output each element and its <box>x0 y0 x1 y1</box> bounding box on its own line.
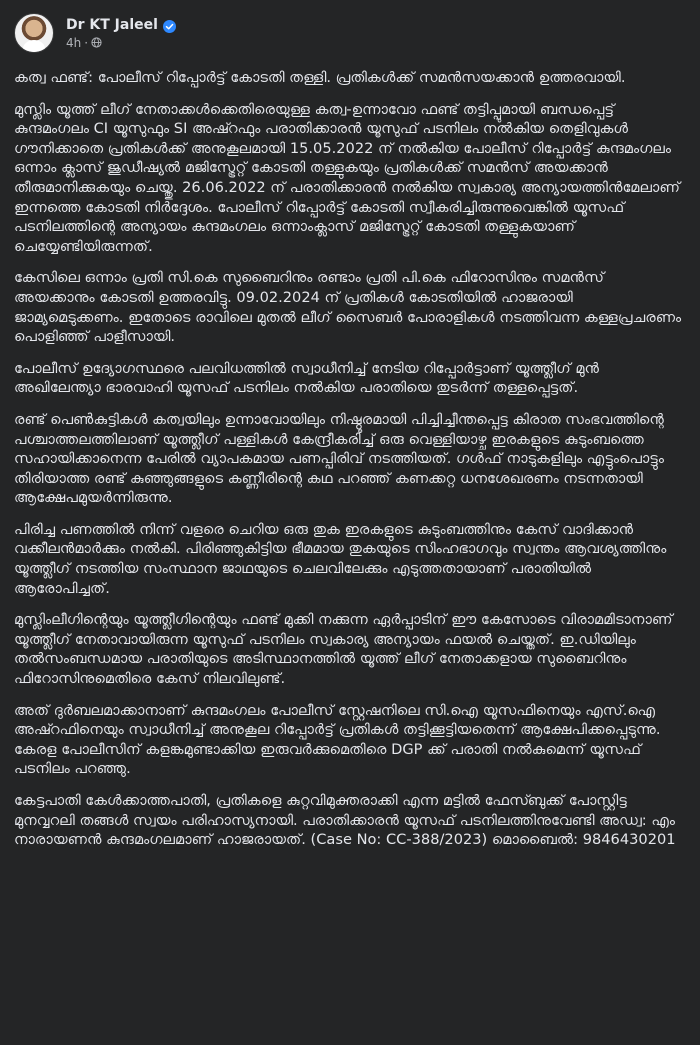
post-paragraph: പിരിച്ച പണത്തിൽ നിന്ന് വളരെ ചെറിയ ഒരു തുക ഇരകളുടെ കുടുംബത്തിനും കേസ് വാദിക്കാൻ വക്കീലൻമാർക്കും നൽകി. പിരിഞ്ഞുകിട്ടിയ ഭീമമായ തുകയുടെ സിംഹഭാഗവും സ്വന്തം ആവശ്യത്തിനും യൂത്ത്ലീഗ് നടത്തിയ സംസ്ഥാന ജാഥയുടെ ചെലവിലേക്കും എടുത്തതായാണ് പരാതിയിൽ ആരോപിച്ചത്. <box>14 520 667 597</box>
verified-badge-icon <box>163 18 176 31</box>
author-name-row <box>66 17 176 33</box>
dot-separator: · <box>84 35 89 50</box>
post-subtitle <box>66 36 176 50</box>
post-paragraph: കേസിലെ ഒന്നാം പ്രതി സി.കെ സുബൈറിനും രണ്ടാം പ്രതി പി.കെ ഫിറോസിനും സമൻസ് അയക്കാനും കോടതി ഉത്തരവിട്ടു. 09.02.2024 ന് പ്രതികൾ കോടതിയിൽ ഹാജരായി ജാമ്യമെടുക്കണം. ഇതോടെ രാവിലെ മുതൽ ലീഗ് സൈബർ പോരാളികൾ നടത്തിവന്ന കള്ളപ്രചരണം പൊളിഞ്ഞ് പാളീസായി. <box>14 269 682 346</box>
post-paragraph: കത്വ ഫണ്ട്: പോലീസ് റിപ്പോർട്ട് കോടതി തള്ളി. പ്രതികൾക്ക് സമൻസയക്കാൻ ഉത്തരവായി. <box>14 69 626 86</box>
post-paragraph: അത് ദുർബലമാക്കാനാണ് കുന്ദമംഗലം പോലീസ് സ്റ്റേഷനിലെ സി.ഐ യൂസഫിനെയും എസ്.ഐ അഷ്റഫിനെയും സ്വാധീനിച്ച് അനുകൂല റിപ്പോർട്ട് പ്രതികൾ തട്ടിക്കൂട്ടിയതെന്ന് ആക്ഷേപിക്കപ്പെടുന്നു. കേരള പോലീസിന് കളങ്കമുണ്ടാക്കിയ ഇരുവർക്കുമെതിരെ DGP ക്ക് പരാതി നൽകുമെന്ന് യൂസഫ് പടനിലം പറഞ്ഞു. <box>14 701 661 778</box>
post-body <box>14 68 686 850</box>
post-paragraph: മുസ്ലിം യൂത്ത് ലീഗ് നേതാക്കൾക്കെതിരെയുള്ള കത്വ-ഉന്നാവോ ഫണ്ട് തട്ടിപ്പുമായി ബന്ധപ്പെട്ട് കുന്ദമംഗലം CI യൂസുഫും SI അഷ്റഫും പരാതിക്കാരൻ യൂസുഫ് പടനിലം നൽകിയ തെളിവുകൾ ഗൗനിക്കാതെ പ്രതികൾക്ക് അനുകൂലമായി 15.05.2022 ന് നൽകിയ പോലീസ് റിപ്പോർട്ട് കുന്ദമംഗലം ഒന്നാം ക്ലാസ് ജുഡീഷ്യൽ മജിസ്ട്രേറ്റ് കോടതി തള്ളുകയും പ്രതികൾക്ക് സമൻസ് അയക്കാൻ തീരുമാനിക്കുകയും ചെയ്തു. 26.06.2022 ന് പരാതിക്കാരൻ നൽകിയ സ്വകാര്യ അന്യായത്തിൻമേലാണ് ഇന്നത്തെ കോടതി നിർദ്ദേശം. പോലീസ് റിപ്പോർട്ട് കോടതി സ്വീകരിച്ചിരുന്നുവെങ്കിൽ യൂസഫ് പടനിലത്തിന്റെ അന്യായം കുന്ദമംഗലം ഒന്നാംക്ലാസ് മജിസ്ട്രേറ്റ് കോടതി തള്ളുകയാണ് ചെയ്യേണ്ടിയിരുന്നത്. <box>14 100 680 255</box>
post-paragraph: കേട്ടപാതി കേൾക്കാത്തപാതി, പ്രതികളെ കുറ്റവിമുക്തരാക്കി എന്ന മട്ടിൽ ഫേസ്ബുക്ക് പോസ്റ്റിട്ട മുനവ്വറലി തങ്ങൾ സ്വയം പരിഹാസ്യനായി. പരാതിക്കാരൻ യൂസഫ് പടനിലത്തിനുവേണ്ടി അഡ്വ: എം നാരായണൻ കുന്ദമംഗലമാണ് ഹാജരായത്. (Case No: CC-388/2023) മൊബൈൽ: 9846430201 <box>14 792 676 849</box>
post-paragraph: രണ്ട് പെൺകുട്ടികൾ കത്വയിലും ഉന്നാവോയിലും നിഷ്ഠൂരമായി പിച്ചിച്ചീന്തപ്പെട്ട കിരാത സംഭവത്തിന്റെ പശ്ചാത്തലത്തിലാണ് യൂത്ത്ലീഗ് പള്ളികൾ കേന്ദ്രീകരിച്ച് ഒരു വെള്ളിയാഴ്ച ഇരകളുടെ കുടുംബത്തെ സഹായിക്കാനെന്ന പേരിൽ വ്യാപകമായ പണപ്പിരിവ് നടത്തിയത്. ഗൾഫ് നാടുകളിലും എട്ടുംപൊട്ടും തിരിയാത്ത രണ്ട് കുഞ്ഞുങ്ങളുടെ കണ്ണീരിന്റെ കഥ പറഞ്ഞ് കണക്കറ്റ ധനശേഖരണം നടന്നതായി ആക്ഷേപമുയർന്നിരുന്നു. <box>14 410 664 507</box>
post-paragraph: മുസ്ലിംലീഗിന്റെയും യൂത്ത്ലീഗിന്റെയും ഫണ്ട് മുക്കി നക്കുന്ന ഏർപ്പാടിന് ഈ കേസോടെ വിരാമമിടാനാണ് യൂത്ത്ലീഗ് നേതാവായിരുന്ന യൂസുഫ് പടനിലം സ്വകാര്യ അന്യായം ഫയൽ ചെയ്തത്. ഇ.ഡിയിലും തൽസംബന്ധമായ പരാതിയുടെ അടിസ്ഥാനത്തിൽ യൂത്ത് ലീഗ് നേതാക്കളായ സുബൈറിനും ഫിറോസിനുമെതിരെ കേസ് നിലവിലുണ്ട്. <box>14 611 673 688</box>
author-avatar[interactable] <box>14 13 54 53</box>
globe-icon[interactable] <box>91 37 102 48</box>
post-header <box>14 10 686 56</box>
author-name-link[interactable]: Dr KT Jaleel <box>66 16 158 33</box>
post-paragraph: പോലീസ് ഉദ്യോഗസ്ഥരെ പലവിധത്തിൽ സ്വാധീനിച്ച് നേടിയ റിപ്പോർട്ടാണ് യൂത്ത്ലീഗ് മുൻ അഖിലേന്ത്യാ ഭാരവാഹി യൂസഫ് പടനിലം നൽകിയ പരാതിയെ തുടർന്ന് തള്ളപ്പെട്ടത്. <box>14 359 600 397</box>
author-meta <box>66 17 176 50</box>
post-timestamp[interactable]: 4h <box>66 35 82 50</box>
